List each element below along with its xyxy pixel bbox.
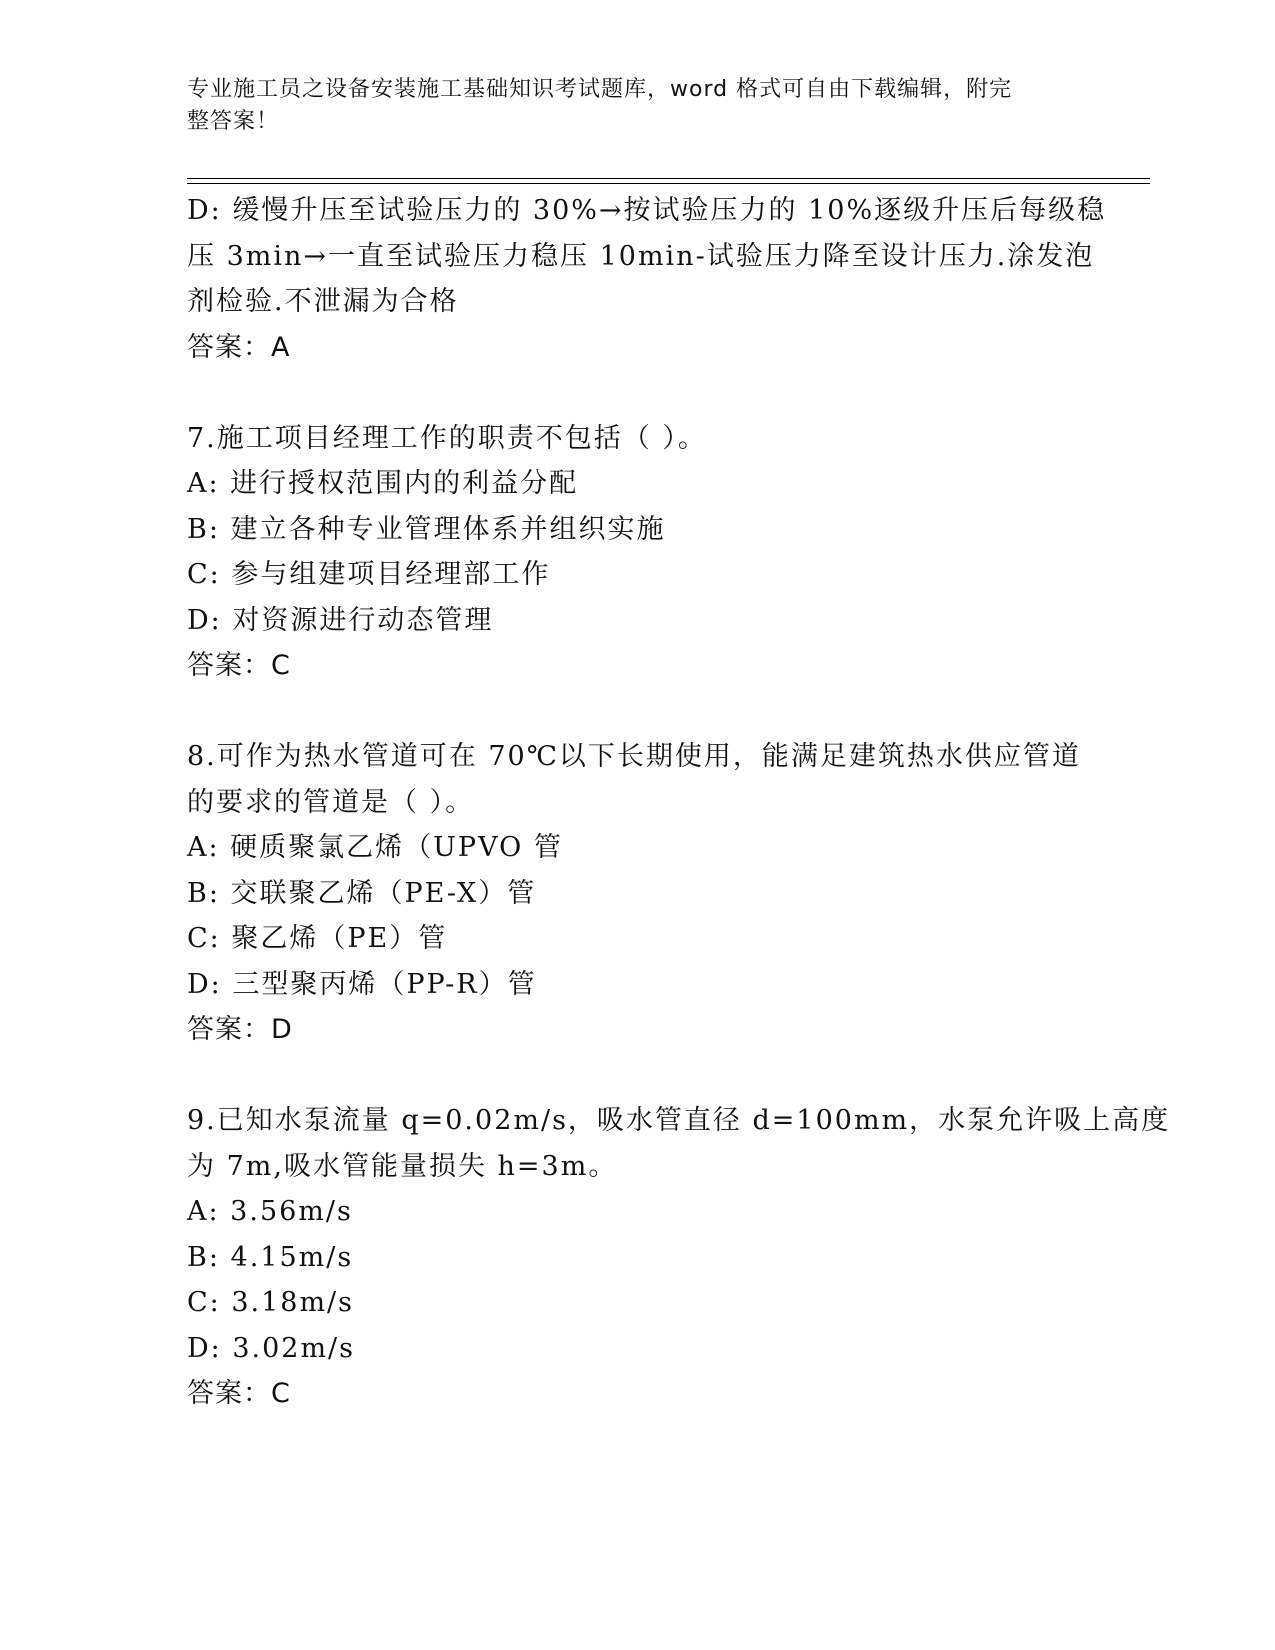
question-text: 7.施工项目经理工作的职责不包括（ ）。 (187, 422, 707, 454)
answer-line: 答案：D (187, 1014, 293, 1045)
option-c: C: 参与组建项目经理部工作 (187, 559, 551, 590)
header-line-2: 整答案！ (187, 109, 280, 134)
answer-line: 答案：C (187, 1378, 291, 1409)
header-line-1: 专业施工员之设备安装施工基础知识考试题库，word 格式可自由下载编辑，附完 (187, 77, 1013, 102)
option-a: A: 硬质聚氯乙烯（UPVO 管 (187, 832, 563, 863)
option-d-line: 剂检验.不泄漏为合格 (187, 286, 459, 317)
question-text: 的要求的管道是（ ）。 (187, 786, 475, 818)
spacer (187, 1053, 1087, 1099)
question-7 (187, 416, 1087, 689)
answer-line: 答案：C (187, 650, 291, 681)
option-b: B: 4.15m/s (187, 1241, 354, 1273)
option-d: D: 对资源进行动态管理 (187, 604, 494, 636)
header-divider-bottom (187, 183, 1150, 184)
option-d: D: 3.02m/s (187, 1332, 355, 1364)
option-a: A: 3.56m/s (187, 1196, 353, 1227)
header-divider-top (187, 178, 1150, 179)
question-6-tail (187, 188, 1107, 370)
question-text: 8.可作为热水管道可在 70℃以下长期使用，能满足建筑热水供应管道 (187, 741, 1081, 772)
option-c: C: 聚乙烯（PE）管 (187, 923, 448, 954)
document-body (187, 188, 1171, 1417)
option-c: C: 3.18m/s (187, 1287, 355, 1318)
option-b: B: 交联聚乙烯（PE-X）管 (187, 877, 537, 909)
answer-line: 答案：A (187, 331, 291, 363)
page-header (187, 74, 1087, 138)
question-8 (187, 734, 1087, 1053)
option-d: D: 三型聚丙烯（PP-R）管 (187, 968, 537, 1000)
option-b: B: 建立各种专业管理体系并组织实施 (187, 513, 666, 545)
question-text: 9.已知水泵流量 q=0.02m/s，吸水管直径 d=100mm，水泵允许吸上高度 (187, 1105, 1171, 1136)
question-text: 为 7m,吸水管能量损失 h=3m。 (187, 1150, 618, 1182)
option-d-line: 压 3min→一直至试验压力稳压 10min-试验压力降至设计压力.涂发泡 (187, 240, 1095, 272)
option-d-line: D: 缓慢升压至试验压力的 30%→按试验压力的 10%逐级升压后每级稳 (187, 195, 1107, 226)
spacer (187, 370, 1087, 416)
spacer (187, 689, 1087, 735)
option-a: A: 进行授权范围内的利益分配 (187, 468, 579, 499)
question-9 (187, 1098, 1171, 1417)
